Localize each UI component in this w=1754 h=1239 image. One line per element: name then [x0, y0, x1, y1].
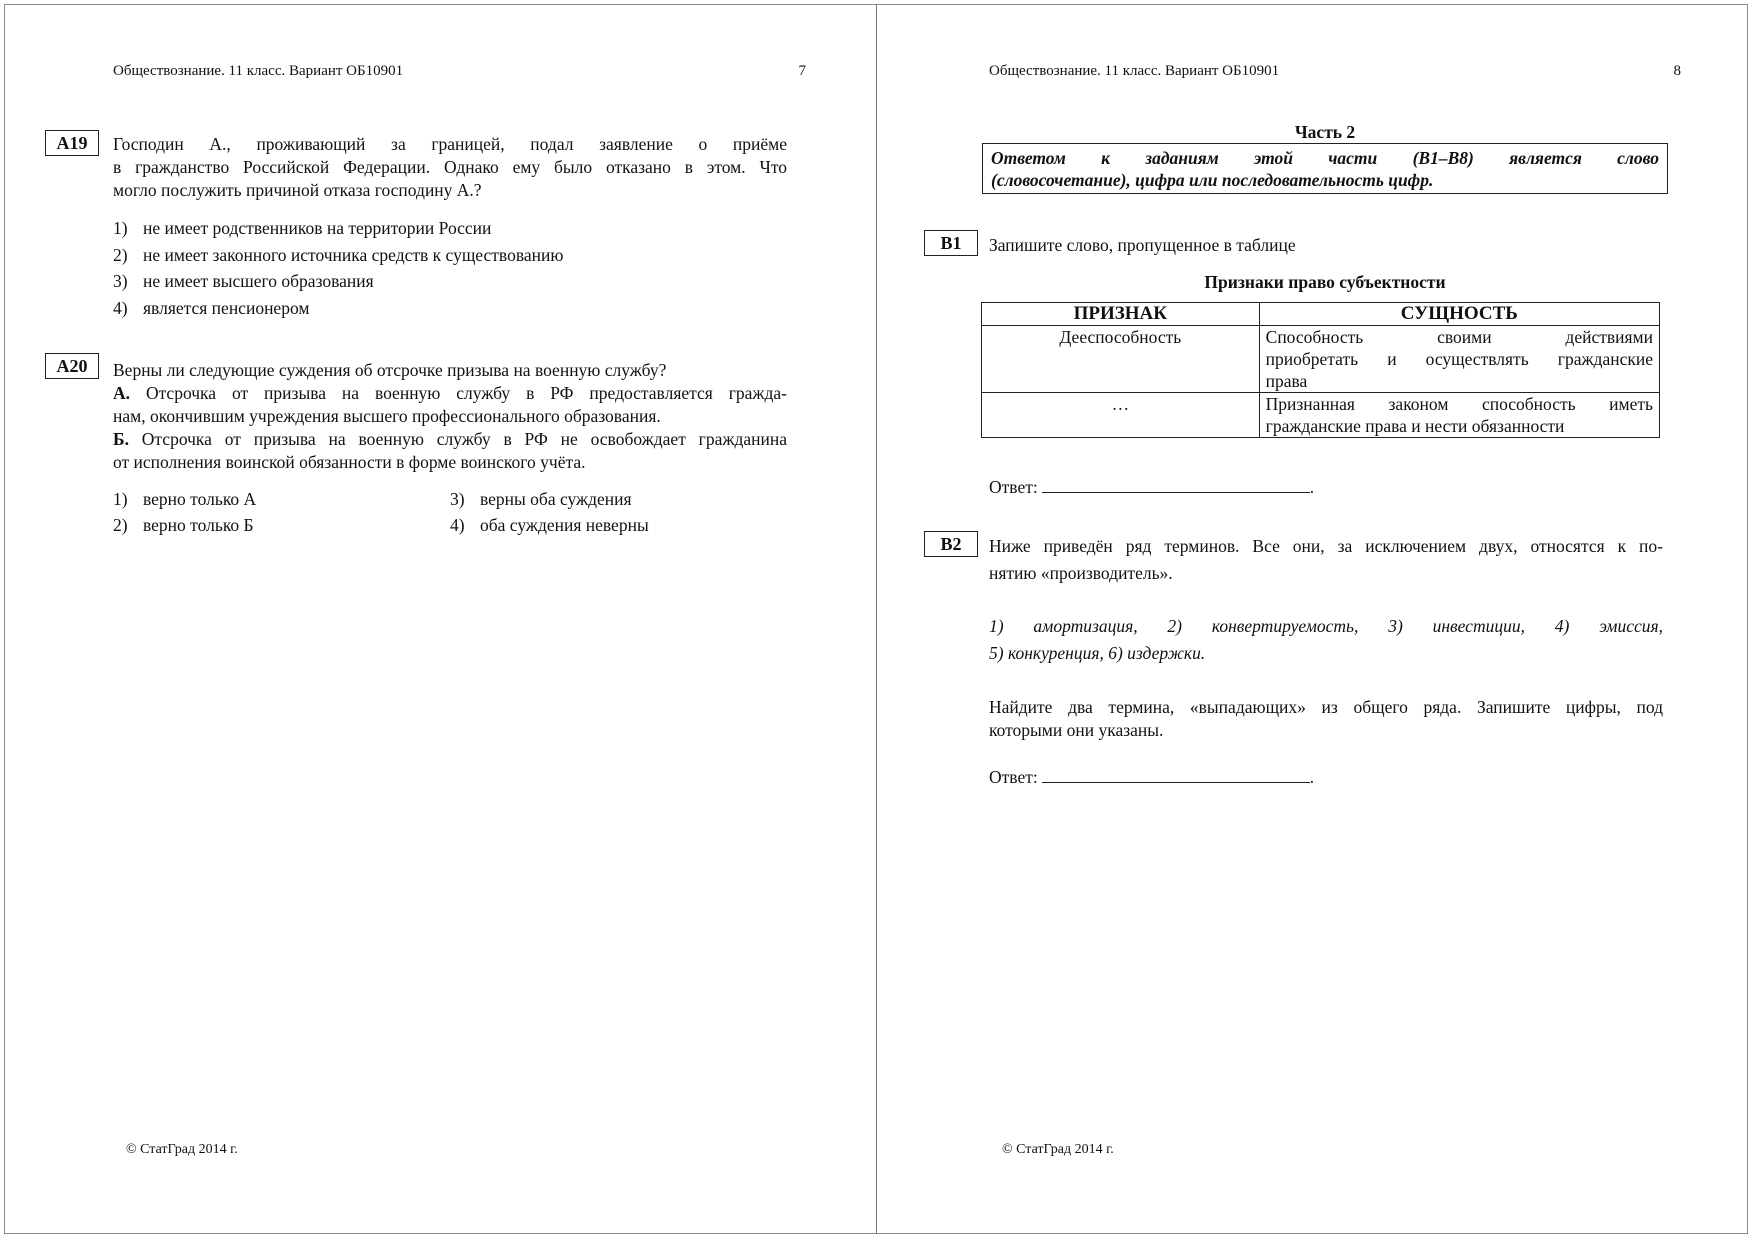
task-a19-option[interactable] [113, 297, 309, 320]
statement-a-text: Отсрочка от призыва на военную службу в РФ предоставляется гражда- [145, 383, 788, 403]
column-header-sign: ПРИЗНАК [982, 303, 1260, 326]
answer-end: . [1309, 477, 1315, 497]
statement-b-text-continued: от исполнения воинской обязанности в форме воинского учёта. [113, 452, 586, 472]
terms-line: 5) конкуренция, 6) издержки. [989, 643, 1206, 663]
task-a20-question-line: Верны ли следующие суждения об отсрочке призыва на военную службу? [113, 360, 667, 380]
task-a19-label: А19 [45, 130, 99, 156]
task-a20-option[interactable] [450, 514, 649, 537]
option-number: 2) [113, 515, 128, 535]
option-text: является пенсионером [143, 298, 310, 318]
option-number: 4) [450, 515, 465, 535]
option-number: 3) [113, 271, 128, 291]
left-page [4, 4, 876, 1234]
essence-line: Признанная законом способность иметь [1265, 394, 1653, 414]
part-title: Часть 2 [1294, 122, 1356, 142]
table-header-row [982, 303, 1660, 326]
statement-a-text-continued: нам, окончившим учреждения высшего профессионального образования. [113, 406, 661, 426]
column-header-essence: СУЩНОСТЬ [1259, 303, 1659, 326]
option-text: оба суждения неверны [480, 515, 649, 535]
option-text: не имеет родственников на территории России [143, 218, 492, 238]
right-page-number: 8 [1673, 63, 1681, 79]
task-b2-task-line: Найдите два термина, «выпадающих» из общего ряда. Запишите цифры, под [989, 697, 1663, 717]
task-a19-question-line: могло послужить причиной отказа господину А.? [113, 180, 482, 200]
table-cell-essence [1259, 393, 1659, 438]
b1-table [981, 302, 1660, 438]
task-b2-terms [989, 615, 1663, 665]
task-b2-task [989, 696, 1663, 742]
task-a20-statement-b [113, 428, 787, 451]
task-a19-option[interactable] [113, 270, 374, 293]
task-a19-option[interactable] [113, 217, 491, 240]
task-b1-label: В1 [924, 230, 978, 256]
task-a20-option[interactable] [113, 488, 256, 511]
essence-line: гражданские права и нести обязанности [1265, 416, 1565, 436]
task-a19-option[interactable] [113, 244, 563, 267]
task-b2-answer [989, 766, 1314, 789]
answer-field[interactable] [1042, 478, 1310, 493]
task-a19-question [113, 133, 787, 202]
table-title: Признаки право субъектности [1204, 272, 1446, 292]
table-cell-essence [1259, 326, 1659, 393]
part-instruction-line: (словосочетание), цифра или последовательность цифр. [991, 170, 1434, 190]
essence-line: Способность своими действиями [1265, 327, 1653, 347]
table-row [982, 393, 1660, 438]
task-a20-option[interactable] [450, 488, 632, 511]
task-b2-intro [989, 535, 1663, 585]
option-number: 2) [113, 245, 128, 265]
task-a19-question-line: в гражданство Российской Федерации. Однако ему было отказано в этом. Что [113, 157, 787, 177]
left-copyright: © СтатГрад 2014 г. [126, 1142, 238, 1157]
option-text: не имеет законного источника средств к существованию [143, 245, 564, 265]
task-b2-intro-line: Ниже приведён ряд терминов. Все они, за исключением двух, относятся к по- [989, 536, 1663, 556]
answer-label: Ответ: [989, 767, 1038, 787]
option-number: 3) [450, 489, 465, 509]
option-text: не имеет высшего образования [143, 271, 374, 291]
task-a20-option[interactable] [113, 514, 254, 537]
statement-a-label: А. [113, 383, 131, 403]
right-header-title: Обществознание. 11 класс. Вариант ОБ10901 [989, 63, 1280, 79]
task-b2-task-line: которыми они указаны. [989, 720, 1164, 740]
answer-label: Ответ: [989, 477, 1038, 497]
option-text: верны оба суждения [480, 489, 632, 509]
left-header-title: Обществознание. 11 класс. Вариант ОБ10901 [113, 63, 404, 79]
part-instruction-line: Ответом к заданиям этой части (В1–В8) является слово [991, 148, 1659, 168]
table-cell-sign: Дееспособность [982, 326, 1260, 393]
task-a19-question-line: Господин А., проживающий за границей, подал заявление о приёме [113, 134, 787, 154]
answer-field[interactable] [1042, 768, 1310, 783]
essence-line: приобретать и осуществлять гражданские [1265, 349, 1653, 369]
option-number: 1) [113, 489, 128, 509]
task-a20-label: А20 [45, 353, 99, 379]
task-a20-question [113, 359, 787, 474]
right-copyright: © СтатГрад 2014 г. [1002, 1142, 1114, 1157]
table-cell-sign-missing: … [982, 393, 1260, 438]
option-number: 1) [113, 218, 128, 238]
left-page-number: 7 [798, 63, 806, 79]
essence-line: права [1265, 371, 1308, 391]
task-a20-statement-a [113, 382, 787, 405]
answer-end: . [1309, 767, 1315, 787]
option-number: 4) [113, 298, 128, 318]
statement-b-label: Б. [113, 429, 129, 449]
task-b1-answer [989, 476, 1314, 499]
task-b2-label: В2 [924, 531, 978, 557]
option-text: верно только Б [143, 515, 254, 535]
part-instruction-box [982, 143, 1668, 194]
statement-b-text: Отсрочка от призыва на военную службу в РФ не освобождает гражданина [141, 429, 788, 449]
right-page [877, 4, 1748, 1234]
task-b1-instruction: Запишите слово, пропущенное в таблице [989, 235, 1296, 255]
table-row [982, 326, 1660, 393]
terms-line: 1) амортизация, 2) конвертируемость, 3) инвестиции, 4) эмиссия, [989, 616, 1663, 636]
option-text: верно только А [143, 489, 257, 509]
task-b2-intro-line: нятию «производитель». [989, 563, 1173, 583]
